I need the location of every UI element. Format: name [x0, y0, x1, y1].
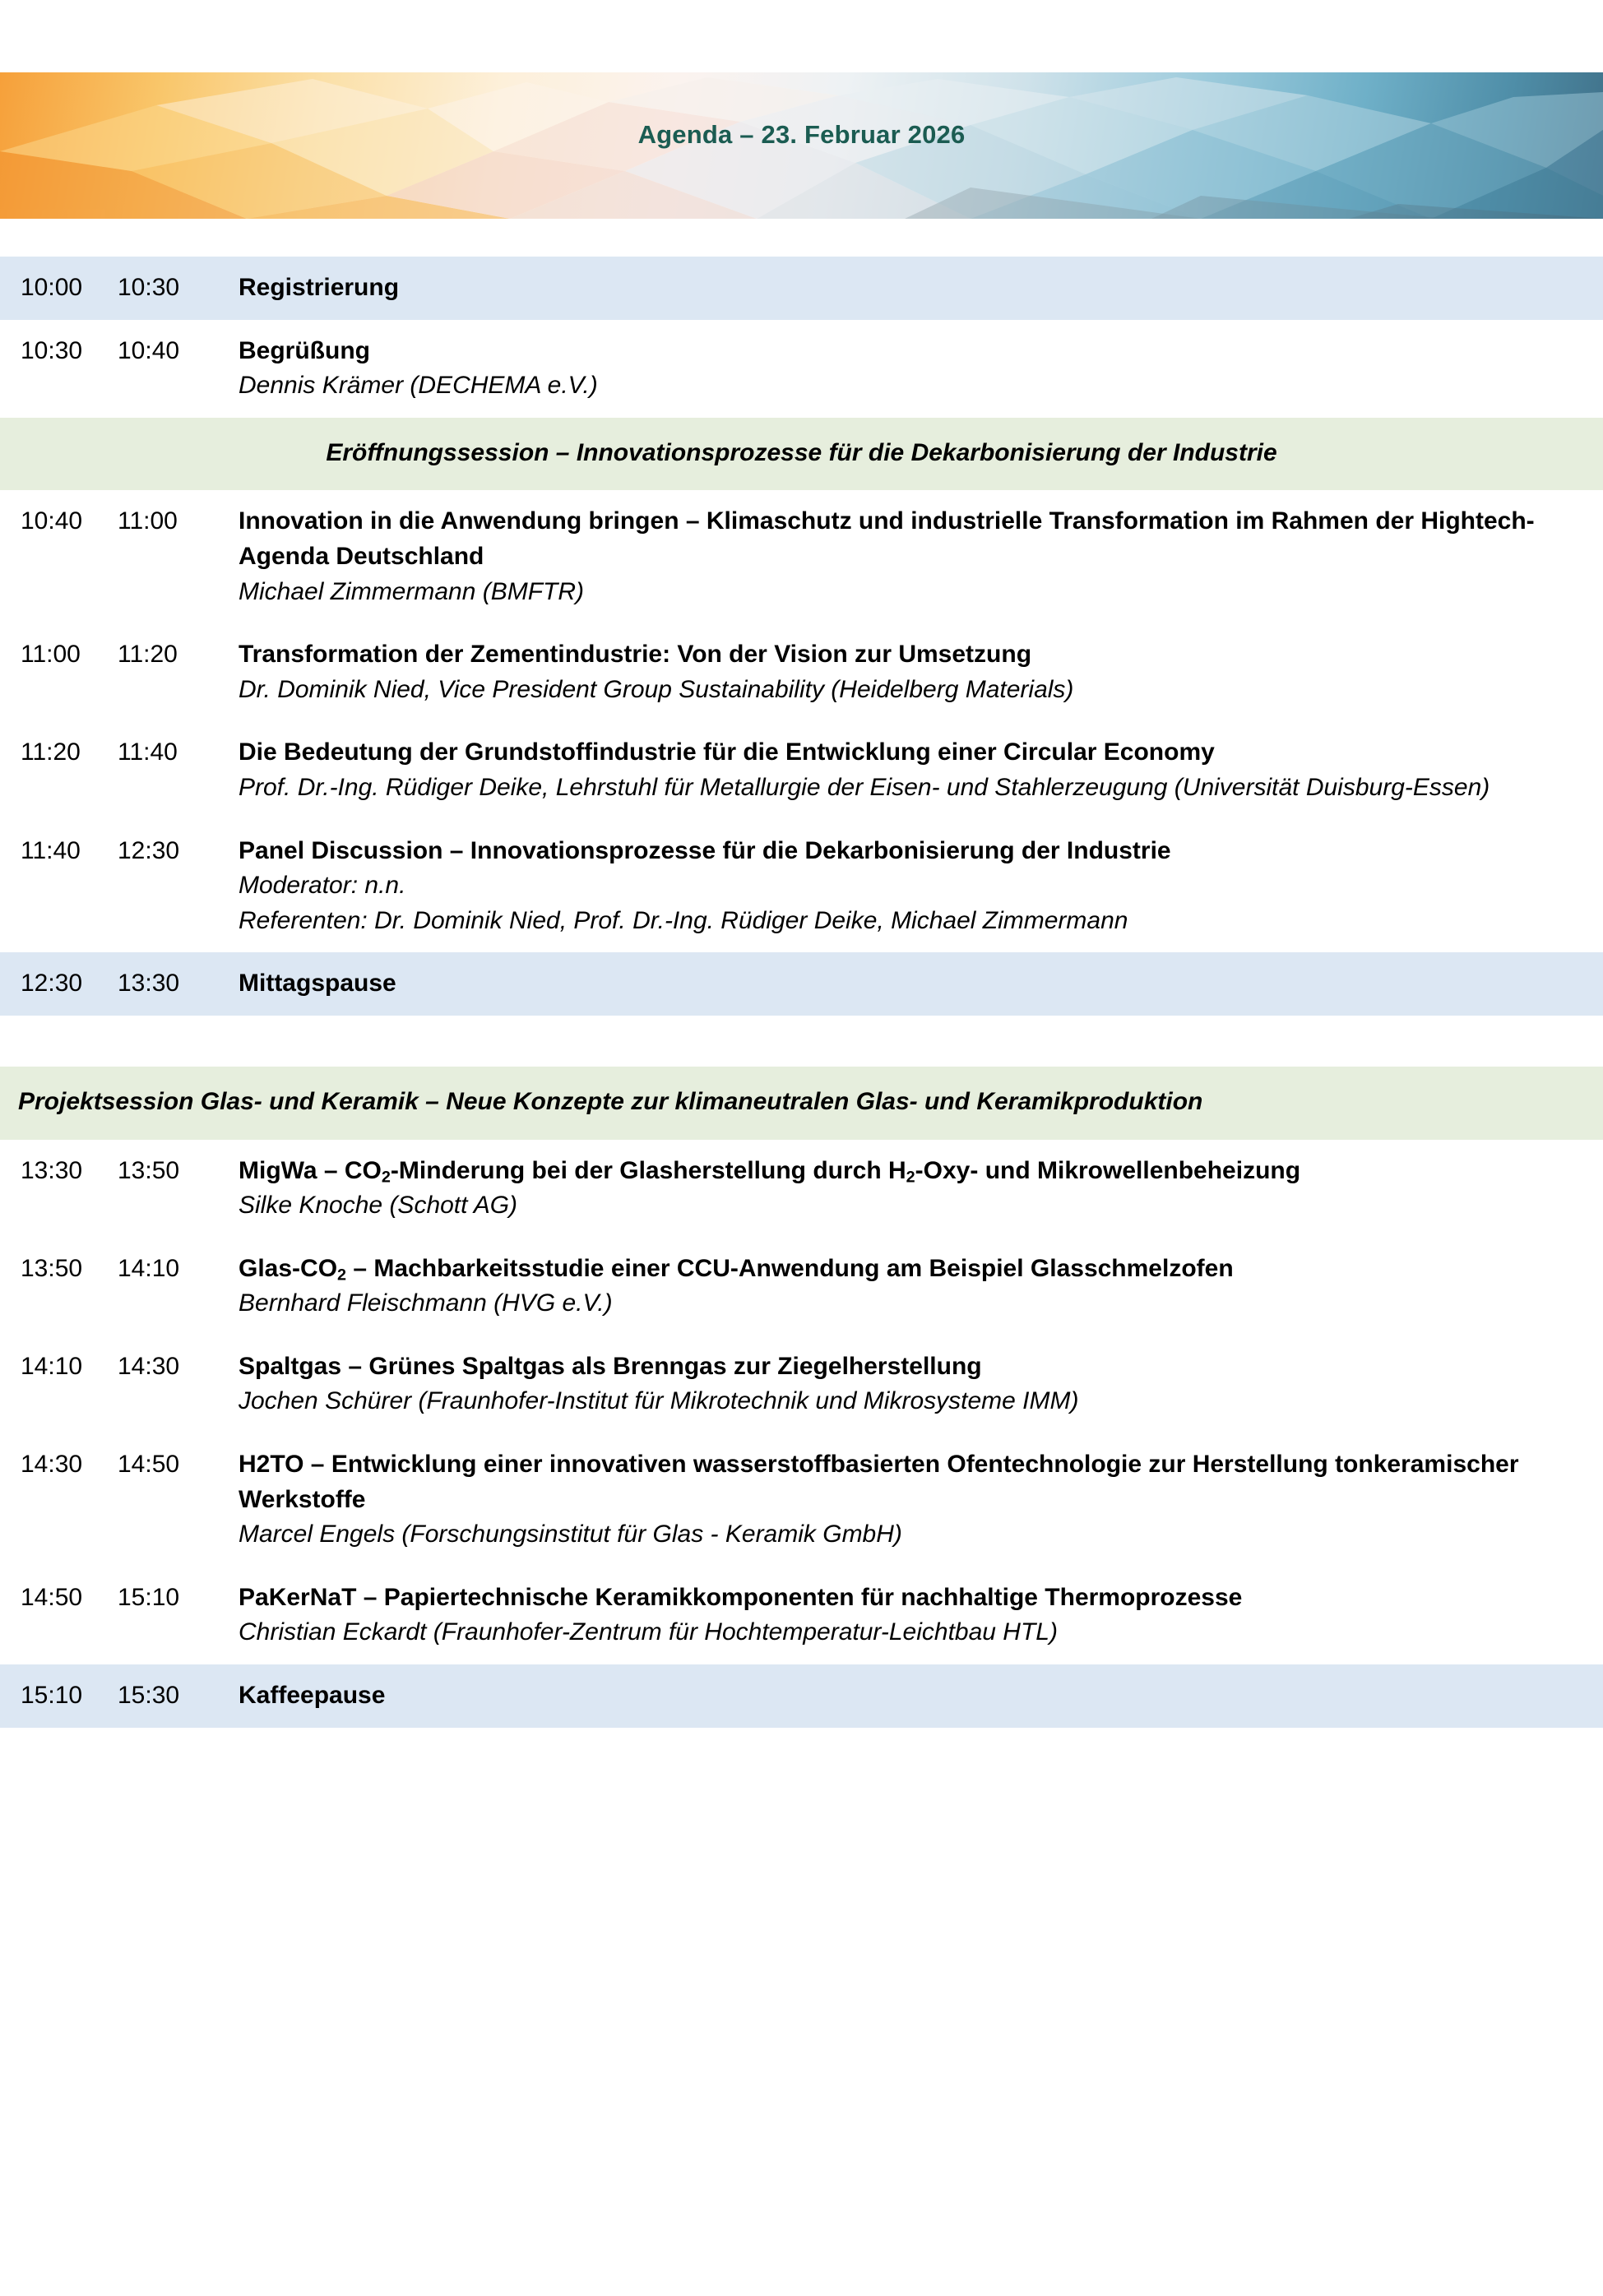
session-header: Eröffnungssession – Innovationsprozesse für die Dekarbonisierung der Industrie — [0, 418, 1603, 491]
entry-speaker: Dr. Dominik Nied, Vice President Group Sustainability (Heidelberg Materials) — [239, 675, 1074, 703]
start-time: 14:50 — [21, 1583, 83, 1611]
agenda-row — [0, 623, 1603, 721]
agenda-row — [0, 1335, 1603, 1433]
start-time: 12:30 — [21, 970, 83, 998]
end-time: 15:30 — [118, 1682, 180, 1710]
agenda-row — [0, 257, 1603, 320]
agenda-entry-body — [239, 271, 1603, 306]
agenda-entry-body — [239, 1678, 1603, 1714]
page-banner — [0, 72, 1603, 219]
end-time: 15:10 — [118, 1583, 180, 1611]
end-time: 10:30 — [118, 274, 180, 301]
start-time: 14:10 — [21, 1352, 83, 1380]
entry-title: Spaltgas – Grünes Spaltgas als Brenngas zur Ziegelherstellung — [239, 1352, 982, 1380]
entry-title: Transformation der Zementindustrie: Von der Vision zur Umsetzung — [239, 641, 1032, 669]
end-time: 13:50 — [118, 1156, 180, 1184]
entry-title: Registrierung — [239, 274, 400, 301]
end-time: 14:30 — [118, 1352, 180, 1380]
entry-title: PaKerNaT – Papiertechnische Keramikkomponenten für nachhaltige Thermoprozesse — [239, 1583, 1243, 1611]
entry-title: Mittagspause — [239, 970, 396, 998]
agenda-entry-body — [239, 1252, 1603, 1322]
start-time: 11:20 — [21, 738, 81, 766]
entry-speaker: Bernhard Fleischmann (HVG e.V.) — [239, 1289, 613, 1317]
agenda-entry-body — [239, 735, 1603, 805]
entry-speaker: Christian Eckardt (Fraunhofer-Zentrum für Hochtemperatur-Leichtbau HTL) — [239, 1618, 1058, 1646]
start-time: 14:30 — [21, 1451, 83, 1479]
entry-title: Glas-$CO_2$ – Machbarkeitsstudie einer CCU-Anwendung am Beispiel Glasschmelzofen — [239, 1254, 1234, 1285]
start-time: 10:30 — [21, 336, 83, 364]
agenda-entry-body — [239, 504, 1603, 609]
entry-title: H2TO – Entwicklung einer innovativen wasserstoffbasierten Ofentechnologie zur Herstellung tonkeramischer Werkstoffe — [239, 1451, 1519, 1513]
section-gap — [0, 1016, 1603, 1067]
entry-title: Begrüßung — [239, 336, 370, 364]
entry-speaker: Referenten: Dr. Dominik Nied, Prof. Dr.-Ing. Rüdiger Deike, Michael Zimmermann — [239, 906, 1128, 934]
end-time: 10:40 — [118, 336, 180, 364]
agenda-row — [0, 320, 1603, 418]
agenda-row — [0, 1433, 1603, 1567]
agenda-row — [0, 820, 1603, 953]
agenda-row — [0, 1567, 1603, 1664]
entry-title: Kaffeepause — [239, 1682, 386, 1710]
page-title: Agenda – 23. Februar 2026 — [637, 120, 966, 149]
entry-title: Innovation in die Anwendung bringen – Klimaschutz und industrielle Transformation im Rahmen der Hightech-Agenda Deutschland — [239, 507, 1535, 570]
end-time: 12:30 — [118, 836, 180, 864]
entry-speaker: Dennis Krämer (DECHEMA e.V.) — [239, 372, 598, 400]
entry-speaker: Jochen Schürer (Fraunhofer-Institut für Mikrotechnik und Mikrosysteme IMM) — [239, 1387, 1079, 1415]
start-time: 11:00 — [21, 641, 81, 669]
agenda-row — [0, 490, 1603, 623]
agenda-entry-body — [239, 334, 1603, 404]
end-time: 14:10 — [118, 1254, 180, 1282]
entry-speaker: Moderator: n.n. — [239, 872, 406, 900]
entry-speaker: Marcel Engels (Forschungsinstitut für Glas - Keramik GmbH) — [239, 1521, 902, 1548]
start-time: 11:40 — [21, 836, 81, 864]
agenda-entry-body — [239, 1349, 1603, 1419]
start-time: 13:50 — [21, 1254, 83, 1282]
agenda-entry-body — [239, 1581, 1603, 1650]
entry-speaker: Michael Zimmermann (BMFTR) — [239, 577, 585, 605]
end-time: 14:50 — [118, 1451, 180, 1479]
end-time: 11:00 — [118, 507, 178, 535]
entry-speaker: Prof. Dr.-Ing. Rüdiger Deike, Lehrstuhl für Metallurgie der Eisen- und Stahlerzeugung (Universität Duisburg-Essen) — [239, 773, 1490, 801]
agenda-entry-body — [239, 834, 1603, 939]
agenda-list — [0, 257, 1603, 1728]
start-time: 10:00 — [21, 274, 83, 301]
agenda-row — [0, 1140, 1603, 1238]
agenda-row — [0, 1238, 1603, 1335]
session-header: Projektsession Glas- und Keramik – Neue Konzepte zur klimaneutralen Glas- und Keramikproduktion — [0, 1067, 1603, 1140]
entry-title: Die Bedeutung der Grundstoffindustrie für die Entwicklung einer Circular Economy — [239, 738, 1215, 766]
agenda-entry-body — [239, 1154, 1603, 1224]
agenda-row — [0, 1664, 1603, 1728]
end-time: 11:40 — [118, 738, 178, 766]
agenda-row — [0, 721, 1603, 819]
entry-title: MigWa – $CO_2$-Minderung bei der Glasherstellung durch $H_2-Oxy-$ und Mikrowellenbeheizung — [239, 1156, 1301, 1186]
agenda-entry-body — [239, 966, 1603, 1002]
start-time: 13:30 — [21, 1156, 83, 1184]
entry-title: Panel Discussion – Innovationsprozesse für die Dekarbonisierung der Industrie — [239, 836, 1171, 864]
agenda-row — [0, 952, 1603, 1016]
entry-speaker: Silke Knoche (Schott AG) — [239, 1192, 518, 1220]
agenda-entry-body — [239, 637, 1603, 707]
end-time: 13:30 — [118, 970, 180, 998]
start-time: 10:40 — [21, 507, 83, 535]
end-time: 11:20 — [118, 641, 178, 669]
agenda-entry-body — [239, 1447, 1603, 1553]
start-time: 15:10 — [21, 1682, 83, 1710]
